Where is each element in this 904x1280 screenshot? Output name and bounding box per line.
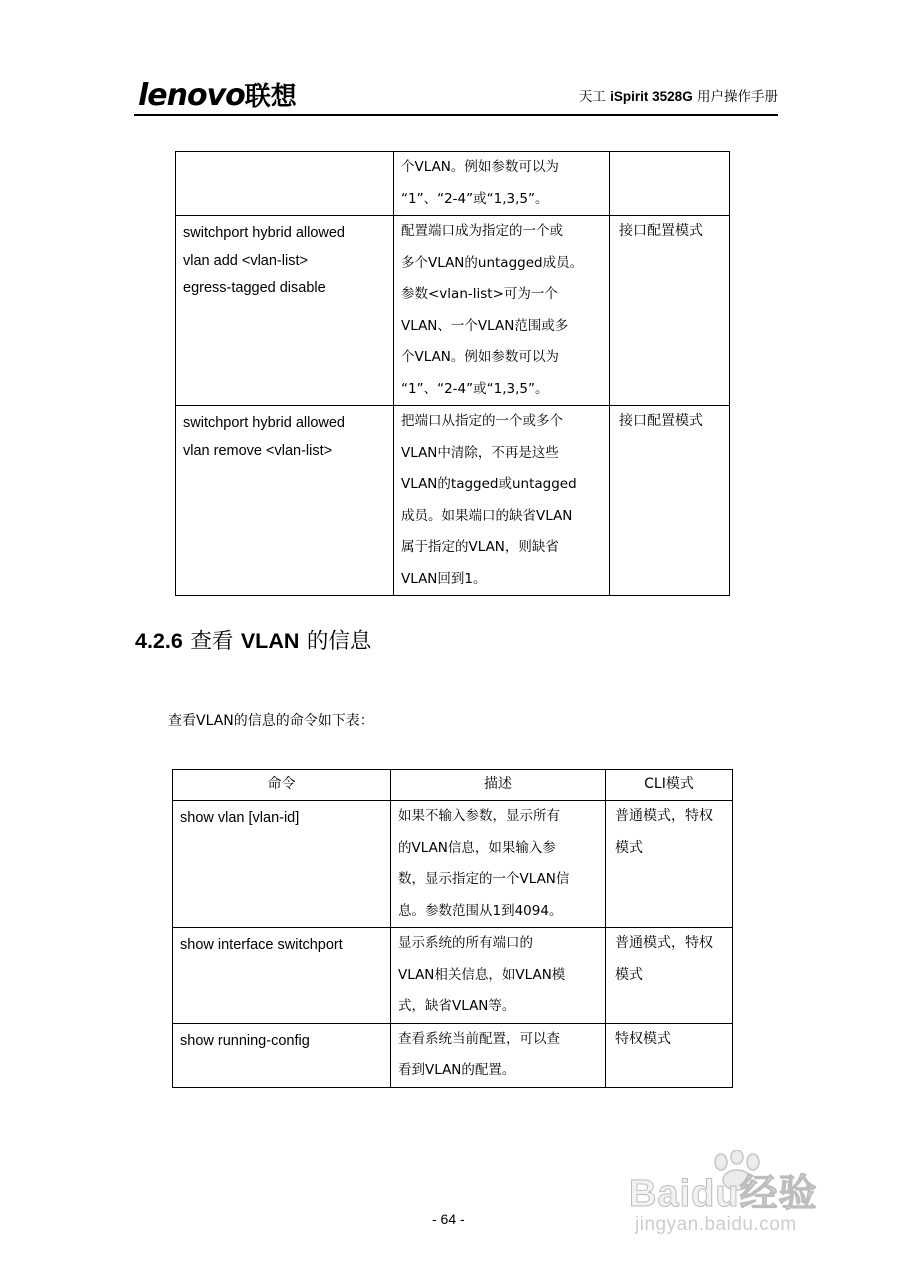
table-row bbox=[176, 152, 730, 216]
command-cell: show running-config bbox=[173, 1023, 391, 1087]
manual-title: 天工 iSpirit 3528G 用户操作手册 bbox=[578, 89, 778, 105]
baidu-jingyan-watermark bbox=[629, 1150, 844, 1245]
header-cli-mode: CLI模式 bbox=[606, 770, 733, 801]
mode-cell: 特权模式 bbox=[606, 1023, 733, 1087]
page-number: - 64 - bbox=[432, 1211, 465, 1227]
mode-cell: 接口配置模式 bbox=[610, 406, 730, 596]
command-cell: switchport hybrid allowed vlan remove <vlan-list> bbox=[176, 406, 394, 596]
vlan-show-commands-table bbox=[172, 769, 733, 1088]
description-cell: 个VLAN。例如参数可以为 “1”、“2-4”或“1,3,5”。 bbox=[394, 152, 610, 216]
description-cell: 显示系统的所有端口的 VLAN相关信息，如VLAN模 式，缺省VLAN等。 bbox=[391, 928, 606, 1024]
description-cell: 配置端口成为指定的一个或 多个VLAN的untagged成员。 参数<vlan-list>可为一个 VLAN、一个VLAN范围或多 个VLAN。例如参数可以为 “1”、“2-4”或“1,3,5”。 bbox=[394, 216, 610, 406]
command-cell: show interface switchport bbox=[173, 928, 391, 1024]
table-row bbox=[176, 406, 730, 596]
watermark-url: jingyan.baidu.com bbox=[635, 1214, 797, 1235]
watermark-brand: Baidu经验 bbox=[629, 1173, 818, 1215]
table-row bbox=[173, 801, 733, 928]
intro-text: 查看VLAN的信息的命令如下表： bbox=[168, 713, 374, 729]
lenovo-logo: lenovo联想 bbox=[138, 78, 297, 113]
mode-cell: 普通模式，特权 模式 bbox=[606, 928, 733, 1024]
command-cell: show vlan [vlan-id] bbox=[173, 801, 391, 928]
description-cell: 把端口从指定的一个或多个 VLAN中清除，不再是这些 VLAN的tagged或untagged 成员。如果端口的缺省VLAN 属于指定的VLAN，则缺省 VLAN回到1。 bbox=[394, 406, 610, 596]
header-command: 命令 bbox=[173, 770, 391, 801]
mode-cell: 普通模式，特权 模式 bbox=[606, 801, 733, 928]
table-row bbox=[176, 216, 730, 406]
page-header bbox=[134, 70, 778, 116]
command-cell bbox=[176, 152, 394, 216]
mode-cell: 接口配置模式 bbox=[610, 216, 730, 406]
section-heading: 4.2.6 查看 VLAN 的信息 bbox=[135, 629, 372, 654]
mode-cell bbox=[610, 152, 730, 216]
table-header-row bbox=[173, 770, 733, 801]
description-cell: 查看系统当前配置，可以查 看到VLAN的配置。 bbox=[391, 1023, 606, 1087]
command-cell: switchport hybrid allowed vlan add <vlan-list> egress-tagged disable bbox=[176, 216, 394, 406]
table-row bbox=[173, 928, 733, 1024]
description-cell: 如果不输入参数，显示所有 的VLAN信息，如果输入参 数，显示指定的一个VLAN信 息。参数范围从1到4094。 bbox=[391, 801, 606, 928]
table-row bbox=[173, 1023, 733, 1087]
header-description: 描述 bbox=[391, 770, 606, 801]
vlan-config-table-continued bbox=[175, 151, 730, 596]
